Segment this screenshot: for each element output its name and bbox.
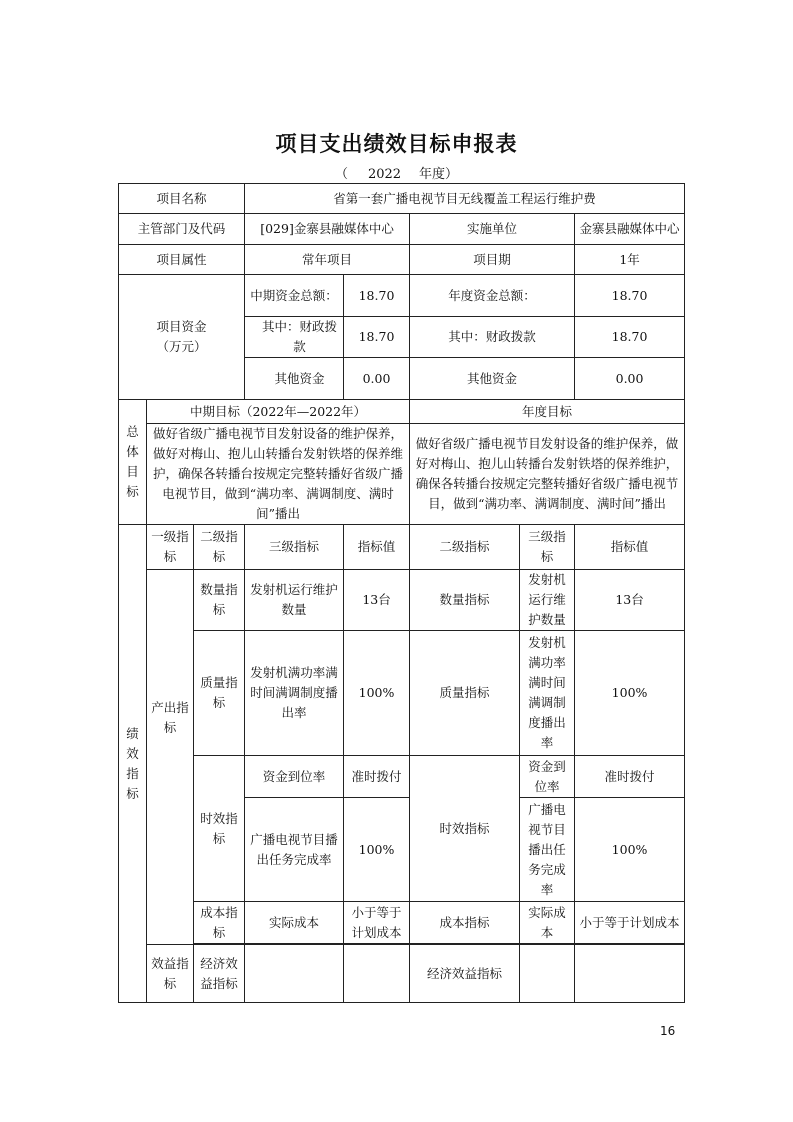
fund-arrival-value: 准时拨付: [344, 756, 410, 798]
econ-benefit-level2-year: 经济效益指标: [410, 945, 520, 1003]
quality-level3-year: 发射机满功率满时间满调制度播出率: [520, 631, 575, 756]
mid-other-label: 其他资金: [245, 358, 344, 400]
header-level2-year: 二级指标: [410, 525, 520, 570]
perf-indicator-label: 绩效指标: [119, 525, 147, 1003]
year-total-value: 18.70: [575, 275, 685, 317]
econ-benefit-value-year: [575, 945, 685, 1003]
broadcast-task-level3: 广播电视节目播出任务完成率: [245, 798, 344, 902]
qty-level3-year: 发射机运行维护数量: [520, 570, 575, 631]
impl-unit-value: 金寨县融媒体中心: [575, 214, 685, 245]
year-value: 2022: [367, 167, 402, 182]
qty-level2: 数量指标: [194, 570, 245, 631]
econ-benefit-level3-year: [520, 945, 575, 1003]
qty-level3: 发射机运行维护数量: [245, 570, 344, 631]
project-period-label: 项目期: [410, 245, 575, 275]
year-total-label: 年度资金总额：: [410, 275, 575, 317]
mid-total-label: 中期资金总额：: [245, 275, 344, 317]
year-label: 年度）: [419, 167, 459, 182]
mid-fiscal-value: 18.70: [344, 317, 410, 358]
year-goal-header: 年度目标: [410, 400, 685, 424]
qty-value: 13台: [344, 570, 410, 631]
broadcast-task-value: 100%: [344, 798, 410, 902]
header-level1: 一级指标: [147, 525, 194, 570]
cost-level2: 成本指标: [194, 902, 245, 944]
cost-level2-year: 成本指标: [410, 902, 520, 944]
project-period-value: 1年: [575, 245, 685, 275]
mid-other-value: 0.00: [344, 358, 410, 400]
qty-level2-year: 数量指标: [410, 570, 520, 631]
cost-level3-year: 实际成本: [520, 902, 575, 944]
output-indicator-label: 产出指标: [147, 570, 194, 945]
econ-benefit-level2: 经济效益指标: [194, 945, 245, 1003]
broadcast-task-value-year: 100%: [575, 798, 685, 902]
dept-value: [029]金寨县融媒体中心: [245, 214, 410, 245]
year-goal-text: 做好省级广播电视节目发射设备的维护保养，做好对梅山、抱儿山转播台发射铁塔的保养维护，确保各转播台按规定完整转播好省级广播电视节目，做到“满功率、满调制度、满时间”播出: [410, 424, 685, 525]
broadcast-task-level3-year: 广播电视节目播出任务完成率: [520, 798, 575, 902]
project-name-value: 省第一套广播电视节目无线覆盖工程运行维护费: [245, 184, 685, 214]
fund-arrival-level3-year: 资金到位率: [520, 756, 575, 798]
year-open: （: [334, 167, 348, 182]
document-title: 项目支出绩效目标申报表: [275, 131, 518, 156]
timeliness-level2: 时效指标: [194, 756, 245, 902]
econ-benefit-level3: [245, 945, 344, 1003]
header-value-year: 指标值: [575, 525, 685, 570]
page-number: 16: [660, 1024, 676, 1038]
timeliness-level2-year: 时效指标: [410, 756, 520, 902]
fund-arrival-value-year: 准时拨付: [575, 756, 685, 798]
project-attr-value: 常年项目: [245, 245, 410, 275]
cost-value-year: 小于等于计划成本: [575, 902, 685, 944]
qty-value-year: 13台: [575, 570, 685, 631]
cost-value: 小于等于计划成本: [344, 902, 410, 944]
mid-fiscal-label: 其中：财政拨款: [245, 317, 344, 358]
overall-goal-label: 总体目标: [119, 400, 147, 525]
quality-level3: 发射机满功率满时间满调制度播出率: [245, 631, 344, 756]
project-name-label: 项目名称: [119, 184, 245, 214]
year-other-label: 其他资金: [410, 358, 575, 400]
performance-goal-table: [118, 183, 685, 1003]
quality-level2-year: 质量指标: [410, 631, 520, 756]
project-attr-label: 项目属性: [119, 245, 245, 275]
year-other-value: 0.00: [575, 358, 685, 400]
dept-label: 主管部门及代码: [119, 214, 245, 245]
mid-total-value: 18.70: [344, 275, 410, 317]
quality-value: 100%: [344, 631, 410, 756]
fund-arrival-level3: 资金到位率: [245, 756, 344, 798]
header-level3: 三级指标: [245, 525, 344, 570]
fiscal-year: [0, 163, 793, 182]
year-fiscal-value: 18.70: [575, 317, 685, 358]
quality-value-year: 100%: [575, 631, 685, 756]
cost-level3: 实际成本: [245, 902, 344, 944]
benefit-indicator-label: 效益指标: [147, 945, 194, 1003]
header-level2: 二级指标: [194, 525, 245, 570]
impl-unit-label: 实施单位: [410, 214, 575, 245]
project-funds-label: 项目资金（万元）: [119, 275, 245, 400]
econ-benefit-value: [344, 945, 410, 1003]
quality-level2: 质量指标: [194, 631, 245, 756]
header-level3-year: 三级指标: [520, 525, 575, 570]
year-fiscal-label: 其中：财政拨款: [410, 317, 575, 358]
mid-goal-header: 中期目标（2022年—2022年）: [147, 400, 410, 424]
header-value: 指标值: [344, 525, 410, 570]
mid-goal-text: 做好省级广播电视节目发射设备的维护保养，做好对梅山、抱儿山转播台发射铁塔的保养维护，确保各转播台按规定完整转播好省级广播电视节目，做到“满功率、满调制度、满时间”播出: [147, 424, 410, 525]
